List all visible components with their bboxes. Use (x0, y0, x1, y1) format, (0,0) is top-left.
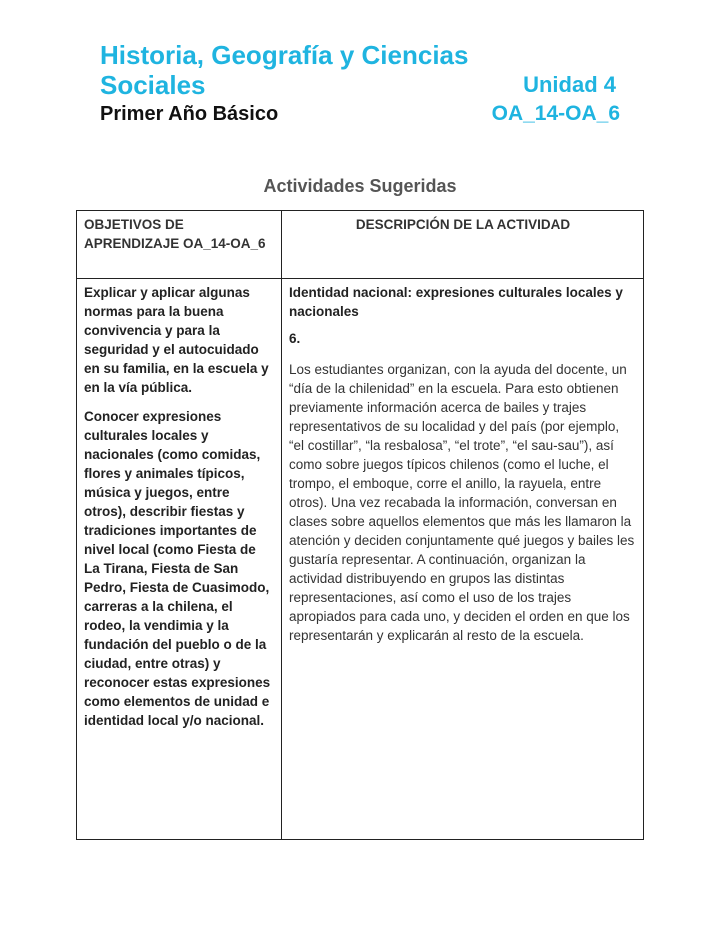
subject-title-line1: Historia, Geografía y Ciencias (100, 40, 469, 70)
objective-item: Conocer expresiones culturales locales y nacionales (como comidas, flores y animales típicos, música y juegos, entre otros), describir fiestas y tradiciones importantes de nivel local (como Fiesta de La Tirana, Fiesta de San Pedro, Fiesta de Cuasimodo, carreras a la chilena, el rodeo, la vendimia y la fundación del pueblo o de la ciudad, entre otras) y reconocer estas expresiones como elementos de unidad e identidad local y/o nacional. (84, 409, 271, 728)
activities-table (76, 210, 644, 840)
grade-label: Primer Año Básico (100, 103, 279, 125)
objective-item: Explicar y aplicar algunas normas para la buena convivencia y para la seguridad y el autocuidado en su familia, en la escuela y en la vía pública. (84, 285, 269, 395)
objectives-cell (77, 279, 282, 840)
title-unit-row (100, 70, 620, 100)
document-header (100, 40, 620, 128)
section-title: Actividades Sugeridas (263, 176, 457, 196)
activity-title: Identidad nacional: expresiones culturales locales y nacionales (289, 285, 623, 319)
activity-text: Los estudiantes organizan, con la ayuda del docente, un “día de la chilenidad” en la escuela. Para esto obtienen previamente información acerca de bailes y trajes representativos de su localidad y del país (por ejemplo, “el costillar”, “la resbalosa”, “el trote”, “el sau-sau”), así como sobre juegos típicos chilenos (como el luche, el trompo, el emboque, corre el anillo, la rayuela, entre otros). Una vez recabada la información, conversan en clases sobre aquellos elementos que más les llamaron la atención y deciden conjuntamente qué juegos y bailes les gustaría representar. A continuación, organizan la actividad distribuyendo en grupos las distintas representaciones, así como el uso de los trajes apropiados para cada uno, y deciden el orden en que los representarán y explicarán al resto de la escuela. (289, 362, 635, 643)
activity-number: 6. (289, 331, 301, 346)
table-row (77, 279, 644, 840)
grade-code-row (100, 100, 620, 128)
description-cell (282, 279, 644, 840)
table-header-row (77, 211, 644, 279)
oa-code-label: OA_14-OA_6 (491, 102, 620, 125)
unit-label: Unidad 4 (523, 72, 616, 97)
objectives-header: OBJETIVOS DE APRENDIZAJE OA_14-OA_6 (77, 211, 282, 279)
description-header: DESCRIPCIÓN DE LA ACTIVIDAD (282, 211, 644, 279)
subject-title-line2: Sociales (100, 70, 206, 100)
